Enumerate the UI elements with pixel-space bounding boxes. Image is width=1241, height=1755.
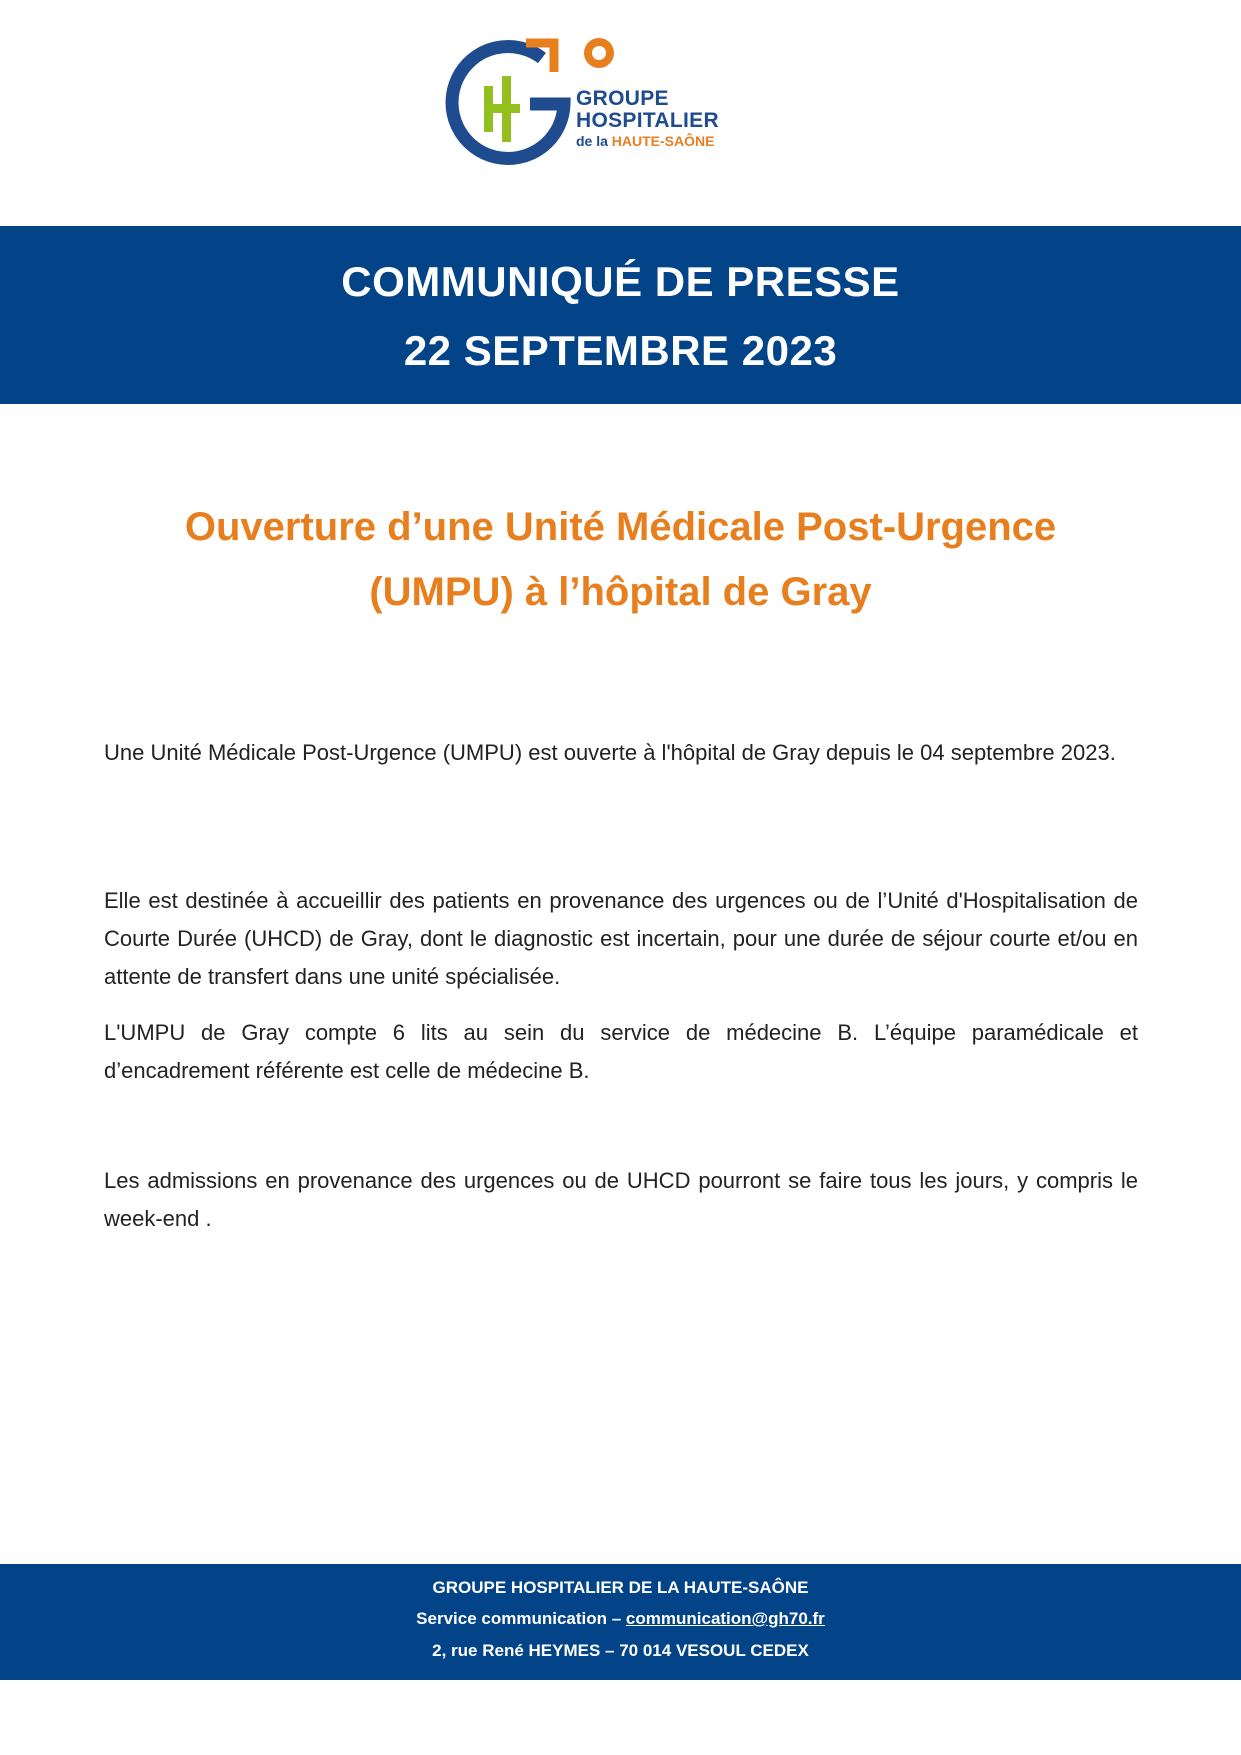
body-paragraph-purpose: Elle est destinée à accueillir des patients en provenance des urgences ou de l’Unité d'Hospitalisation de Courte Durée (UHCD) de Gray, dont le diagnostic est incertain, pour une durée de séjour courte et/ou en attente de transfert dans une unité spécialisée. — [104, 888, 1138, 989]
footer-contact — [0, 1609, 1241, 1629]
footer-organization: GROUPE HOSPITALIER DE LA HAUTE-SAÔNE — [432, 1578, 809, 1597]
footer-service-label: Service communication – — [416, 1609, 626, 1628]
footer-banner — [0, 1564, 1241, 1680]
press-release-title: COMMUNIQUÉ DE PRESSE — [341, 258, 900, 305]
logo-line-groupe: GROUPE — [576, 87, 669, 110]
logo-region-prefix: de la — [576, 133, 612, 150]
press-release-date: 22 SEPTEMBRE 2023 — [403, 327, 838, 374]
body-paragraph-admissions: Les admissions en provenance des urgences ou de UHCD pourront se faire tous les jours, y compris le week-end . — [104, 1168, 1138, 1231]
headline-line-2: (UMPU) à l’hôpital de Gray — [369, 570, 872, 614]
footer-email-link[interactable]: communication@gh70.fr — [625, 1609, 825, 1628]
logo-wordmark — [576, 88, 719, 149]
press-release-banner — [0, 226, 1241, 404]
headline-line-1: Ouverture d’une Unité Médicale Post-Urgence — [184, 505, 1057, 549]
hospital-logo — [434, 28, 746, 174]
footer-address: 2, rue René HEYMES – 70 014 VESOUL CEDEX — [432, 1641, 809, 1660]
logo-region-name: HAUTE-SAÔNE — [611, 133, 715, 150]
logo-line-region — [576, 134, 719, 149]
body-paragraph-capacity: L'UMPU de Gray compte 6 lits au sein du service de médecine B. L’équipe paramédicale et d’encadrement référente est celle de médecine B. — [104, 1020, 1138, 1083]
body-paragraph-opening: Une Unité Médicale Post-Urgence (UMPU) est ouverte à l'hôpital de Gray depuis le 04 septembre 2023. — [104, 740, 1116, 765]
logo-line-hospitalier: HOSPITALIER — [576, 109, 719, 133]
